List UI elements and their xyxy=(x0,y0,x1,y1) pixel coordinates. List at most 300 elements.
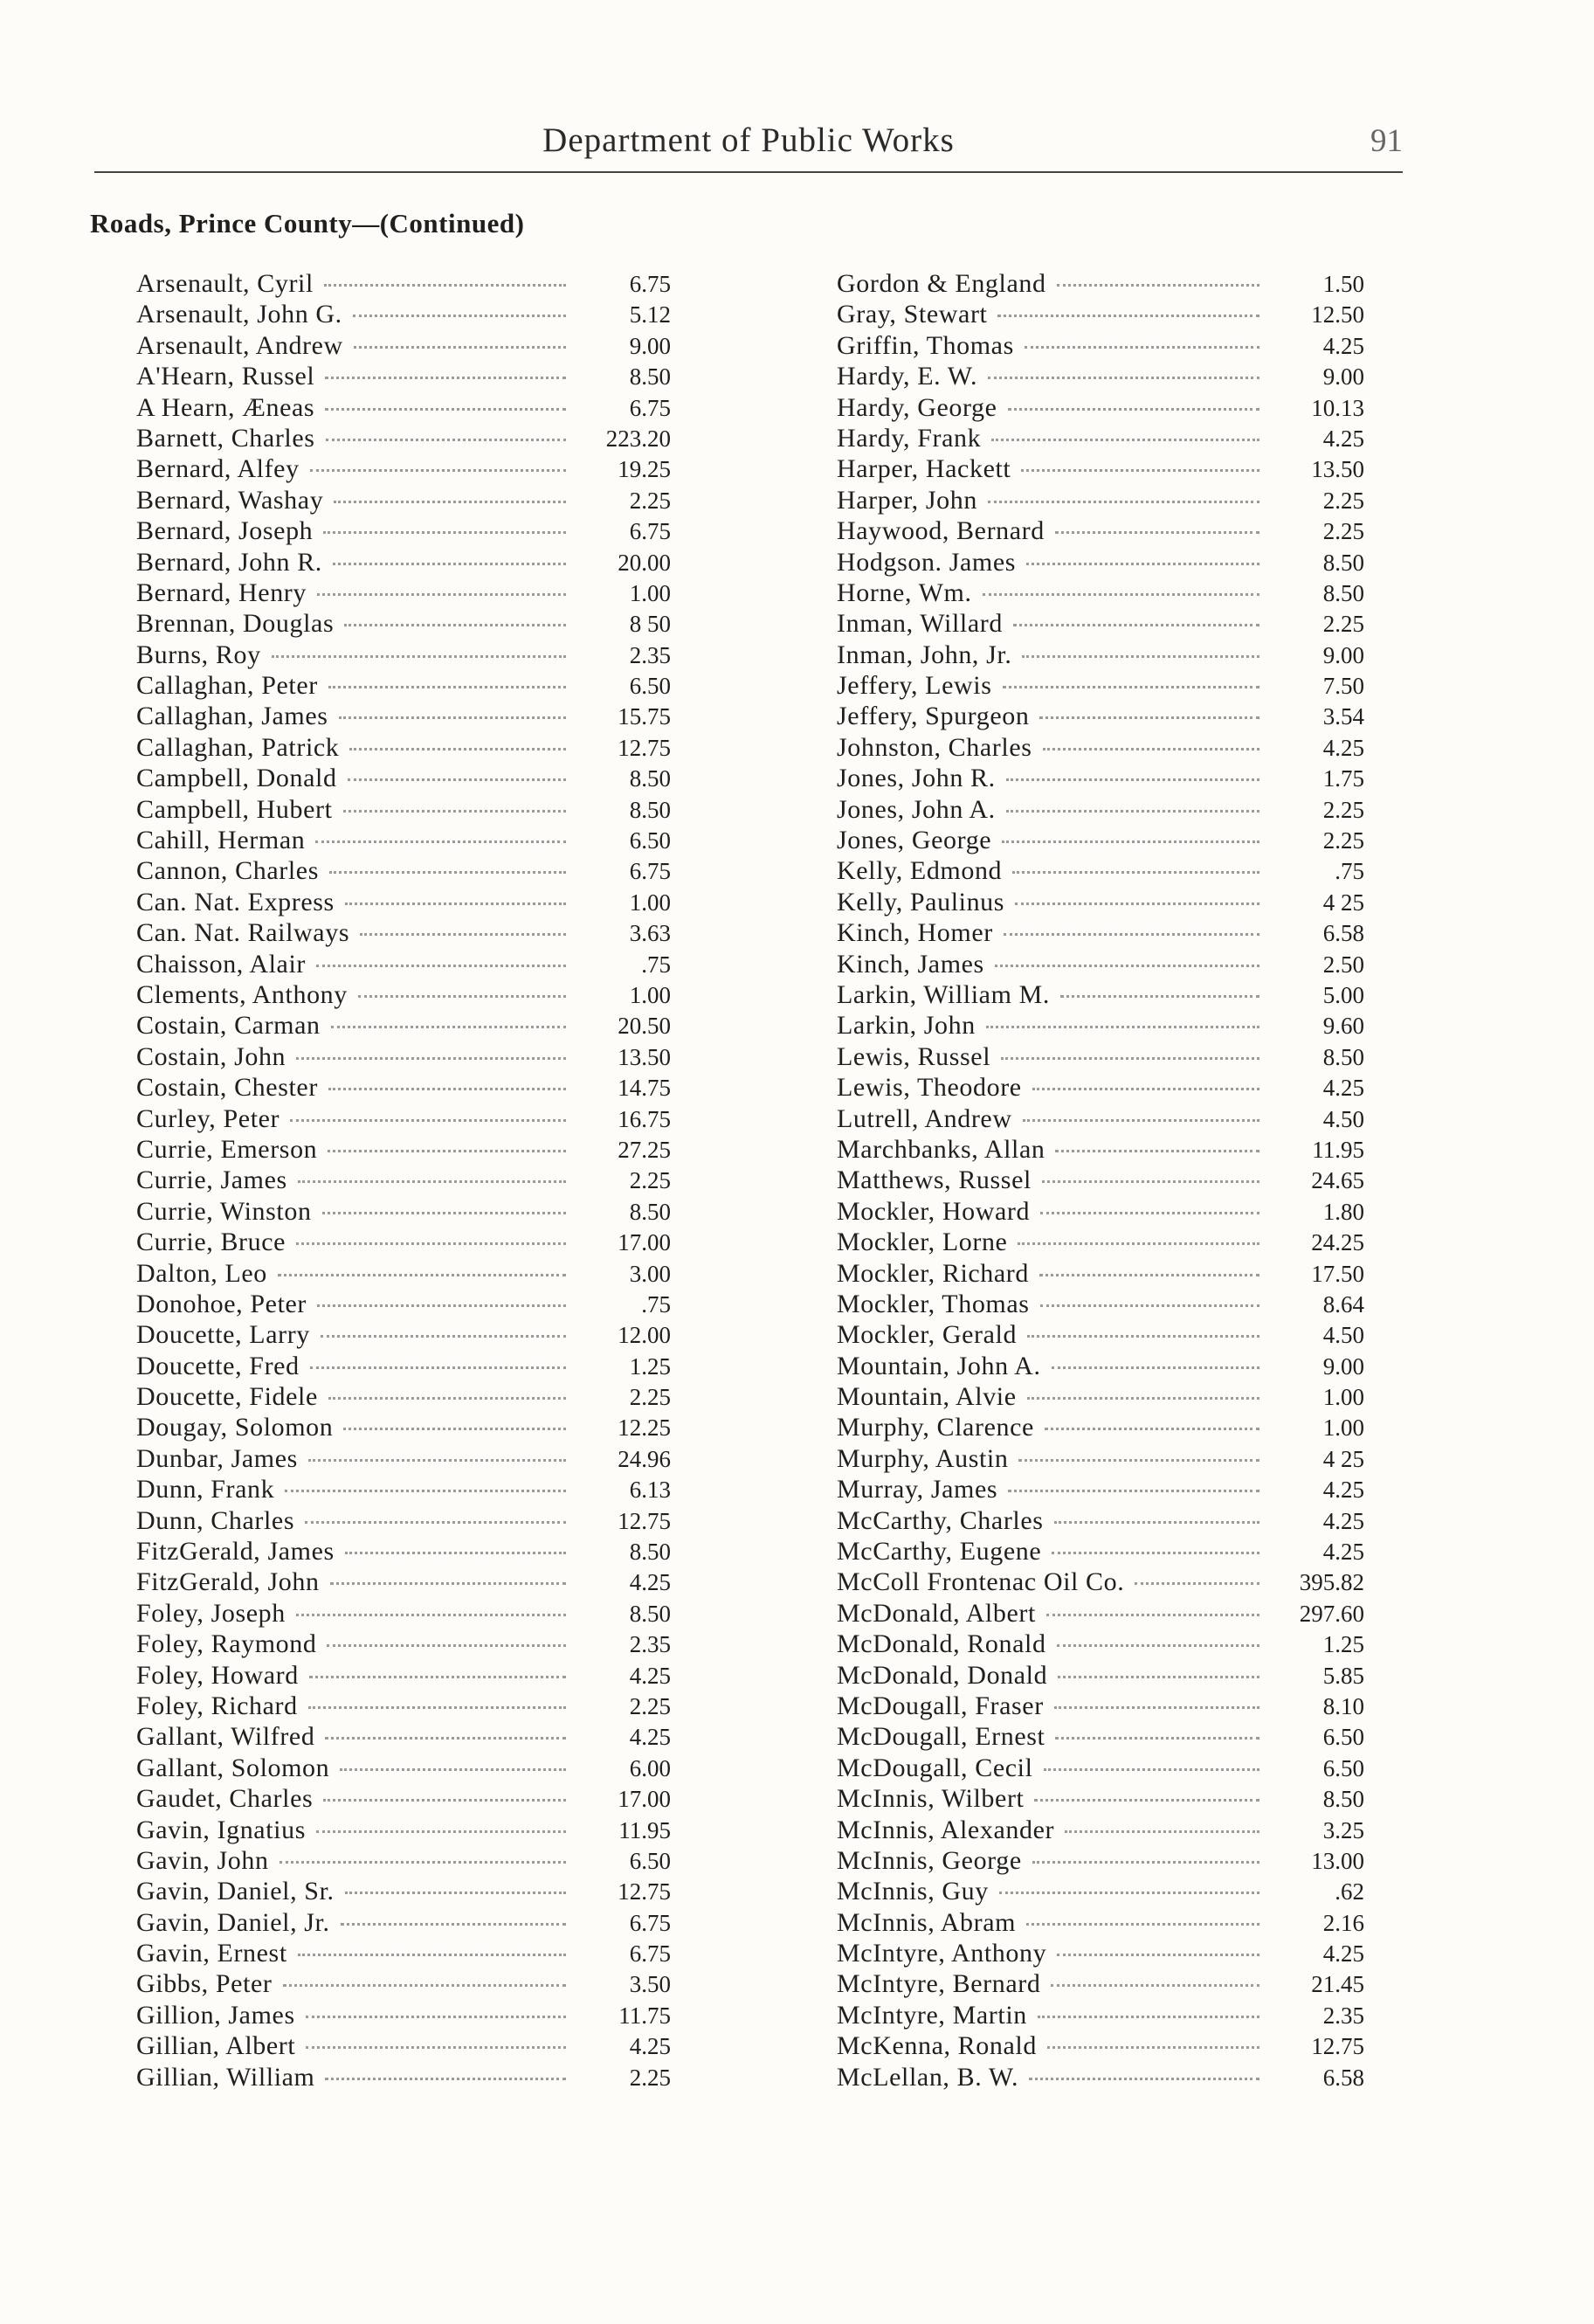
list-item xyxy=(136,1661,671,1691)
entry-name: Mockler, Richard xyxy=(837,1258,1029,1288)
entry-amount: 11.75 xyxy=(618,2002,671,2029)
list-item xyxy=(837,795,1364,826)
entry-name: Murphy, Clarence xyxy=(837,1413,1034,1442)
list-item xyxy=(136,1259,671,1290)
entry-amount: 8.50 xyxy=(1322,1786,1364,1813)
dot-leader xyxy=(1057,1644,1259,1647)
entry-name: McIntyre, Martin xyxy=(837,2000,1027,2030)
list-item xyxy=(136,1969,671,2000)
entry-name: McDougall, Ernest xyxy=(837,1722,1045,1752)
dot-leader xyxy=(1025,346,1259,349)
page-header xyxy=(94,121,1403,173)
entry-name: Lutrell, Andrew xyxy=(837,1103,1012,1133)
entry-amount: 4.25 xyxy=(1322,1477,1364,1504)
entry-name: Gray, Stewart xyxy=(837,300,988,329)
list-item xyxy=(837,1290,1364,1320)
entry-name: Harper, Hackett xyxy=(837,454,1011,484)
list-item xyxy=(837,2031,1364,2062)
entry-name: Marchbanks, Allan xyxy=(837,1134,1045,1164)
entry-amount: 8.50 xyxy=(629,796,671,823)
list-item xyxy=(136,300,671,330)
entry-name: McInnis, Guy xyxy=(837,1877,989,1906)
list-item xyxy=(136,1011,671,1041)
entry-name: McInnis, Abram xyxy=(837,1907,1017,1937)
dot-leader xyxy=(1006,778,1259,781)
entry-name: Inman, Willard xyxy=(837,609,1003,639)
entry-name: McCarthy, Charles xyxy=(837,1505,1044,1535)
dot-leader xyxy=(305,1521,566,1524)
list-item xyxy=(136,640,671,671)
list-item xyxy=(837,1969,1364,2000)
list-item xyxy=(837,424,1364,454)
entry-name: Can. Nat. Express xyxy=(136,887,335,916)
entry-amount: 297.60 xyxy=(1299,1600,1364,1627)
entry-name: Brennan, Douglas xyxy=(136,609,335,639)
list-item xyxy=(837,671,1364,702)
entry-name: Bernard, Joseph xyxy=(136,516,314,546)
list-item xyxy=(837,1320,1364,1351)
dot-leader xyxy=(1052,1366,1259,1369)
dot-leader xyxy=(310,1366,566,1369)
list-item xyxy=(136,2001,671,2031)
entry-name: Hardy, George xyxy=(837,392,997,422)
entry-name: Jeffery, Spurgeon xyxy=(837,702,1030,731)
running-head: Department of Public Works xyxy=(542,121,955,159)
list-item xyxy=(136,980,671,1011)
dot-leader xyxy=(1002,840,1259,843)
entry-amount: 4.25 xyxy=(1322,1075,1364,1102)
list-item xyxy=(136,1939,671,1969)
list-item xyxy=(136,516,671,547)
entry-name: Campbell, Donald xyxy=(136,764,337,793)
list-item xyxy=(837,393,1364,424)
dot-leader xyxy=(1060,995,1259,998)
list-item xyxy=(136,1599,671,1629)
list-item xyxy=(837,1135,1364,1165)
entry-name: Dalton, Leo xyxy=(136,1258,267,1288)
entry-amount: 1.75 xyxy=(1322,765,1364,792)
dot-leader xyxy=(1032,1088,1259,1090)
entry-amount: .75 xyxy=(641,951,671,978)
list-item xyxy=(136,950,671,980)
dot-leader xyxy=(345,1552,566,1554)
dot-leader xyxy=(1054,1521,1259,1524)
dot-leader xyxy=(1057,284,1259,287)
entry-amount: 2.25 xyxy=(1322,611,1364,638)
entry-amount: 395.82 xyxy=(1299,1569,1364,1596)
list-item xyxy=(136,1691,671,1722)
dot-leader xyxy=(1006,810,1259,813)
entry-name: Gordon & England xyxy=(837,269,1046,298)
entry-name: Jones, John A. xyxy=(837,794,996,824)
entry-amount: 12.75 xyxy=(618,1878,671,1906)
entry-amount: 2.25 xyxy=(629,1692,671,1719)
entry-amount: 5.85 xyxy=(1322,1662,1364,1689)
list-item xyxy=(837,918,1364,949)
entry-name: Donohoe, Peter xyxy=(136,1289,307,1318)
entry-name: Bernard, Alfey xyxy=(136,454,300,484)
list-item xyxy=(837,1104,1364,1135)
list-item xyxy=(136,856,671,887)
entry-amount: 1.25 xyxy=(629,1352,671,1380)
entry-amount: 14.75 xyxy=(618,1075,671,1102)
entry-name: McDonald, Ronald xyxy=(837,1629,1046,1659)
list-item xyxy=(837,548,1364,578)
dot-leader xyxy=(278,1274,566,1276)
entry-name: Mountain, Alvie xyxy=(837,1382,1017,1412)
entry-amount: 27.25 xyxy=(618,1136,671,1163)
entry-name: A'Hearn, Russel xyxy=(136,362,315,391)
entry-amount: 6.50 xyxy=(629,827,671,854)
list-item xyxy=(136,702,671,732)
entry-name: Arsenault, John G. xyxy=(136,300,342,329)
dot-leader xyxy=(349,748,566,750)
entry-name: Horne, Wm. xyxy=(837,578,972,607)
list-item xyxy=(136,578,671,609)
entry-amount: 6.58 xyxy=(1322,920,1364,947)
list-item xyxy=(837,1165,1364,1196)
entry-name: Callaghan, James xyxy=(136,702,328,731)
entry-amount: 6.50 xyxy=(629,673,671,700)
entry-name: Larkin, William M. xyxy=(837,979,1051,1009)
dot-leader xyxy=(1029,2078,1259,2080)
dot-leader xyxy=(1001,1057,1259,1060)
left-column xyxy=(136,269,671,2093)
dot-leader xyxy=(1038,2016,1259,2018)
list-item xyxy=(837,362,1364,392)
entry-amount: 2.25 xyxy=(629,1167,671,1194)
list-item xyxy=(837,578,1364,609)
entry-amount: 6.75 xyxy=(629,1940,671,1968)
entry-name: Kelly, Paulinus xyxy=(837,887,1005,916)
list-item xyxy=(837,1537,1364,1567)
dot-leader xyxy=(316,1830,566,1833)
entry-name: Clements, Anthony xyxy=(136,979,348,1009)
entry-amount: 4.25 xyxy=(1322,1539,1364,1566)
list-item xyxy=(136,393,671,424)
list-item xyxy=(136,1722,671,1753)
entry-name: Gallant, Wilfred xyxy=(136,1722,315,1752)
entry-name: Cahill, Herman xyxy=(136,826,306,855)
entry-amount: 8.50 xyxy=(1322,579,1364,606)
entry-amount: 8.50 xyxy=(1322,1043,1364,1070)
entry-amount: 7.50 xyxy=(1322,673,1364,700)
dot-leader xyxy=(1042,1180,1259,1183)
entry-amount: 1.80 xyxy=(1322,1198,1364,1225)
entry-amount: 4.25 xyxy=(1322,734,1364,761)
entry-name: Arsenault, Andrew xyxy=(136,330,343,360)
entry-name: Curley, Peter xyxy=(136,1103,280,1133)
list-item xyxy=(837,888,1364,918)
dot-leader xyxy=(327,1644,566,1647)
list-item xyxy=(136,2063,671,2093)
entry-amount: 4.25 xyxy=(1322,332,1364,359)
entry-amount: 10.13 xyxy=(1311,394,1364,421)
entry-name: Bernard, John R. xyxy=(136,547,322,577)
entry-name: Costain, Carman xyxy=(136,1011,321,1041)
entry-name: McIntyre, Anthony xyxy=(837,1939,1047,1968)
entry-name: Gavin, Ignatius xyxy=(136,1815,306,1844)
list-item xyxy=(837,331,1364,362)
entry-amount: 17.00 xyxy=(618,1229,671,1256)
dot-leader xyxy=(983,593,1259,596)
list-item xyxy=(136,1104,671,1135)
list-item xyxy=(136,1352,671,1382)
entry-name: Burns, Roy xyxy=(136,640,261,669)
list-item xyxy=(837,1011,1364,1041)
entry-amount: 4.25 xyxy=(629,2033,671,2060)
entry-name: Gillion, James xyxy=(136,2000,295,2030)
list-item xyxy=(837,1629,1364,1660)
entry-name: Dougay, Solomon xyxy=(136,1413,334,1442)
list-item xyxy=(837,950,1364,980)
entry-amount: 12.00 xyxy=(618,1322,671,1349)
list-item xyxy=(136,1444,671,1475)
dot-leader xyxy=(306,2046,566,2049)
dot-leader xyxy=(317,1304,566,1307)
entry-name: Lewis, Russel xyxy=(837,1041,991,1071)
entry-name: Hardy, E. W. xyxy=(837,362,978,391)
list-item xyxy=(136,2031,671,2062)
entry-name: Gavin, Ernest xyxy=(136,1939,287,1968)
dot-leader xyxy=(1046,1614,1259,1616)
list-item xyxy=(837,1567,1364,1598)
list-item xyxy=(136,671,671,702)
entry-name: Mockler, Thomas xyxy=(837,1289,1030,1318)
dot-leader xyxy=(296,1242,566,1245)
dot-leader xyxy=(340,1768,566,1771)
entry-name: Costain, Chester xyxy=(136,1073,318,1103)
list-item xyxy=(837,1475,1364,1505)
list-item xyxy=(136,1784,671,1815)
entry-amount: 20.00 xyxy=(618,549,671,576)
dot-leader xyxy=(343,1428,566,1430)
entry-name: Currie, Emerson xyxy=(136,1134,318,1164)
entry-amount: 13.00 xyxy=(1311,1847,1364,1874)
dot-leader xyxy=(1045,1428,1259,1430)
section-title: Roads, Prince County—(Continued) xyxy=(90,208,525,239)
dot-leader xyxy=(339,716,566,719)
list-item xyxy=(837,609,1364,640)
entry-amount: 9.00 xyxy=(1322,641,1364,668)
dot-leader xyxy=(325,2078,566,2080)
entry-amount: 4.25 xyxy=(629,1662,671,1689)
entry-amount: .75 xyxy=(1335,858,1364,885)
dot-leader xyxy=(290,1119,566,1122)
entry-name: Jeffery, Lewis xyxy=(837,671,992,701)
entry-amount: 9.00 xyxy=(629,332,671,359)
list-item xyxy=(136,733,671,764)
entry-amount: 2.35 xyxy=(1322,2002,1364,2029)
dot-leader xyxy=(1039,716,1259,719)
entry-amount: 15.75 xyxy=(618,703,671,730)
list-item xyxy=(837,1846,1364,1877)
dot-leader xyxy=(345,903,566,905)
dot-leader xyxy=(325,408,566,411)
dot-leader xyxy=(331,1026,566,1028)
entry-name: McInnis, Alexander xyxy=(837,1815,1055,1844)
dot-leader xyxy=(310,469,566,472)
dot-leader xyxy=(1034,1799,1259,1802)
entry-amount: 9.00 xyxy=(1322,363,1364,391)
entry-name: Arsenault, Cyril xyxy=(136,269,314,298)
entry-amount: 13.50 xyxy=(1311,456,1364,483)
entry-amount: 8.10 xyxy=(1322,1692,1364,1719)
entry-name: Chaisson, Alair xyxy=(136,949,306,979)
entry-amount: 8.50 xyxy=(629,1539,671,1566)
list-item xyxy=(136,269,671,300)
entry-name: Hodgson. James xyxy=(837,547,1017,577)
entry-amount: 6.13 xyxy=(629,1477,671,1504)
list-item xyxy=(837,702,1364,732)
dot-leader xyxy=(283,1984,566,1987)
list-item xyxy=(136,1816,671,1846)
dot-leader xyxy=(1051,1984,1259,1987)
entry-amount: 2.25 xyxy=(629,2064,671,2091)
dot-leader xyxy=(298,1180,566,1183)
entry-name: Gillian, William xyxy=(136,2062,315,2092)
entry-amount: 1.00 xyxy=(1322,1384,1364,1411)
list-item xyxy=(136,795,671,826)
entry-name: Gavin, Daniel, Sr. xyxy=(136,1877,335,1906)
list-item xyxy=(136,1165,671,1196)
entry-amount: 24.25 xyxy=(1311,1229,1364,1256)
dot-leader xyxy=(1032,1861,1259,1864)
dot-leader xyxy=(1055,1737,1259,1740)
entry-amount: 2.25 xyxy=(1322,827,1364,854)
dot-leader xyxy=(354,346,566,349)
dot-leader xyxy=(343,810,566,813)
dot-leader xyxy=(1039,1274,1259,1276)
entry-amount: 5.00 xyxy=(1322,981,1364,1008)
entry-amount: 4.25 xyxy=(1322,1940,1364,1968)
entry-amount: 2.50 xyxy=(1322,951,1364,978)
entry-amount: 16.75 xyxy=(618,1105,671,1132)
dot-leader xyxy=(353,315,566,317)
list-item xyxy=(837,856,1364,887)
dot-leader xyxy=(1012,871,1259,874)
dot-leader xyxy=(988,377,1259,379)
list-item xyxy=(837,980,1364,1011)
entry-name: Gavin, Daniel, Jr. xyxy=(136,1907,330,1937)
entry-name: Currie, James xyxy=(136,1165,287,1195)
list-item xyxy=(136,1908,671,1939)
entry-amount: 2.25 xyxy=(629,487,671,514)
entry-name: Bernard, Henry xyxy=(136,578,307,607)
dot-leader xyxy=(348,778,566,781)
list-item xyxy=(136,1567,671,1598)
dot-leader xyxy=(360,933,566,936)
dot-leader xyxy=(306,2016,566,2018)
list-item xyxy=(136,454,671,485)
entry-name: Mockler, Lorne xyxy=(837,1228,1008,1257)
dot-leader xyxy=(330,1582,566,1585)
list-item xyxy=(136,1135,671,1165)
dot-leader xyxy=(285,1490,566,1492)
dot-leader xyxy=(1026,1923,1259,1926)
list-item xyxy=(837,1661,1364,1691)
entry-name: Kinch, Homer xyxy=(837,918,993,948)
dot-leader xyxy=(991,439,1259,441)
entry-name: A Hearn, Æneas xyxy=(136,392,315,422)
dot-leader xyxy=(341,1923,566,1926)
dot-leader xyxy=(1026,563,1259,565)
dot-leader xyxy=(308,1706,566,1709)
list-item xyxy=(136,1506,671,1537)
dot-leader xyxy=(1027,1397,1259,1400)
dot-leader xyxy=(1055,1150,1259,1152)
list-item xyxy=(136,1290,671,1320)
entry-amount: 2.35 xyxy=(629,641,671,668)
entry-name: Dunn, Frank xyxy=(136,1475,275,1504)
dot-leader xyxy=(1052,1552,1259,1554)
dot-leader xyxy=(1022,655,1259,658)
list-item xyxy=(837,1352,1364,1382)
dot-leader xyxy=(1021,469,1259,472)
entry-name: Gibbs, Peter xyxy=(136,1969,273,1999)
entry-name: Foley, Richard xyxy=(136,1691,298,1720)
entry-amount: 6.75 xyxy=(629,394,671,421)
list-item xyxy=(136,888,671,918)
entry-amount: 4.50 xyxy=(1322,1105,1364,1132)
dot-leader xyxy=(986,1026,1259,1028)
list-item xyxy=(136,1320,671,1351)
dot-leader xyxy=(328,1397,566,1400)
entry-amount: 3.25 xyxy=(1322,1816,1364,1843)
entry-amount: 12.25 xyxy=(618,1414,671,1442)
dot-leader xyxy=(997,315,1259,317)
page-number: 91 xyxy=(1370,123,1403,159)
list-item xyxy=(837,1228,1364,1258)
list-item xyxy=(837,1382,1364,1413)
list-item xyxy=(136,1877,671,1907)
entry-amount: 3.54 xyxy=(1322,703,1364,730)
entry-amount: 3.00 xyxy=(629,1260,671,1287)
list-item xyxy=(837,2001,1364,2031)
entry-name: Foley, Howard xyxy=(136,1660,299,1690)
dot-leader xyxy=(1135,1582,1259,1585)
dot-leader xyxy=(1004,933,1259,936)
list-item xyxy=(136,1537,671,1567)
entry-name: Doucette, Fred xyxy=(136,1351,300,1380)
entry-amount: 11.95 xyxy=(1312,1136,1364,1163)
list-item xyxy=(136,609,671,640)
entry-amount: 4.25 xyxy=(629,1569,671,1596)
entry-amount: 1.00 xyxy=(629,579,671,606)
dot-leader xyxy=(328,1088,566,1090)
entry-name: Barnett, Charles xyxy=(136,423,315,453)
dot-leader xyxy=(325,377,566,379)
dot-leader xyxy=(995,965,1259,967)
entry-amount: 13.50 xyxy=(618,1043,671,1070)
dot-leader xyxy=(1015,903,1259,905)
entry-name: McLellan, B. W. xyxy=(837,2062,1019,2092)
entry-name: McDonald, Donald xyxy=(837,1660,1048,1690)
dot-leader xyxy=(1003,686,1259,688)
right-column xyxy=(837,269,1364,2093)
dot-leader xyxy=(345,1892,566,1894)
entry-amount: 6.50 xyxy=(1322,1754,1364,1781)
list-item xyxy=(136,1413,671,1443)
list-item xyxy=(136,548,671,578)
entry-name: McCarthy, Eugene xyxy=(837,1537,1042,1567)
dot-leader xyxy=(1008,408,1259,411)
entry-amount: 1.50 xyxy=(1322,271,1364,297)
list-item xyxy=(837,640,1364,671)
entry-amount: 11.95 xyxy=(618,1816,671,1843)
dot-leader xyxy=(316,965,566,967)
list-item xyxy=(837,516,1364,547)
